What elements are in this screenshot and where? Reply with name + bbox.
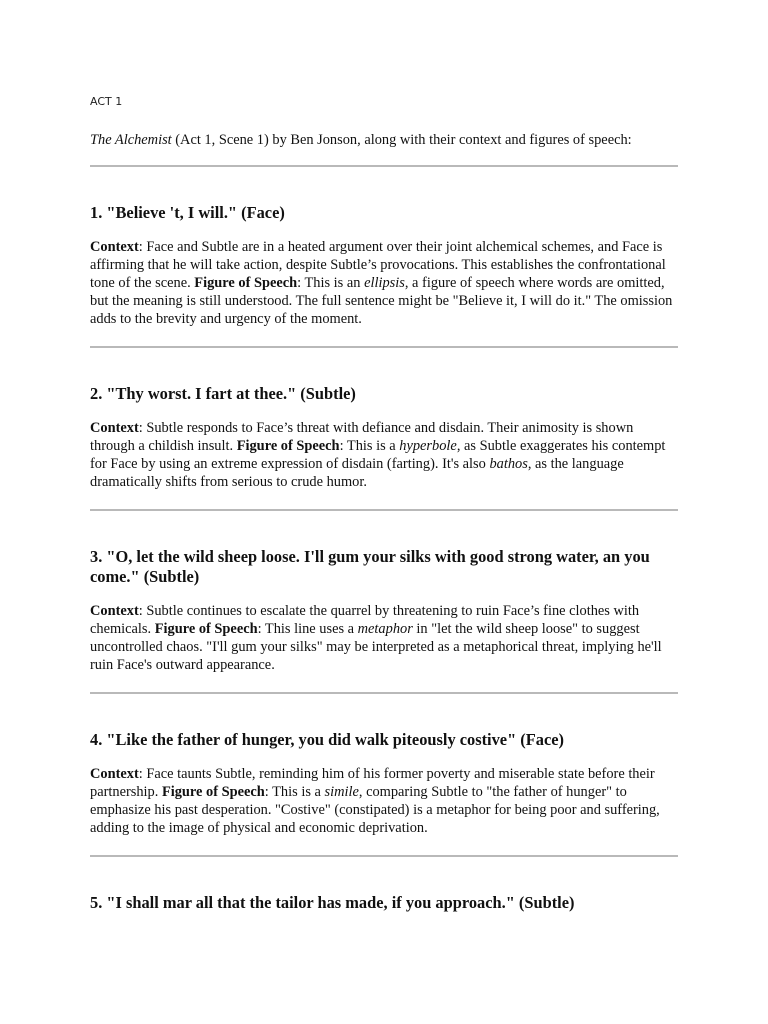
figure-text: : This line uses a [257, 621, 358, 638]
figure-term: hyperbole [399, 438, 457, 455]
section-divider [90, 165, 678, 167]
figure-term: ellipsis [364, 275, 405, 292]
intro-line [90, 131, 680, 149]
quote-explanation [90, 238, 680, 328]
context-label: Context [90, 239, 139, 255]
figure-term: bathos [489, 456, 528, 473]
figure-label: Figure of Speech [154, 621, 258, 638]
quote-heading: 4. "Like the father of hunger, you did walk piteously costive" (Face) [90, 730, 564, 749]
quote-explanation [90, 765, 680, 837]
figure-text: : This is a [339, 438, 400, 455]
section-divider [90, 692, 678, 694]
quote-explanation [90, 602, 680, 674]
quote-section-5 [90, 893, 680, 928]
figure-text: , comparing Subtle to "the father of hunger" to emphasize his past desperation. "Costive" (constipated) is a metaphor for being poor and suffering, adding to the image of physical and economic deprivation. [90, 784, 660, 837]
figure-text: : This is an [297, 275, 365, 292]
quote-heading: 2. "Thy worst. I fart at thee." (Subtle) [90, 384, 356, 403]
intro-text: (Act 1, Scene 1) by Ben Jonson, along with their context and figures of speech: [171, 132, 632, 148]
context-text: : Subtle continues to escalate the quarrel by threatening to ruin Face’s fine clothes with chemicals. [90, 603, 640, 638]
quote-section-3 [90, 547, 680, 674]
figure-text: : This is a [264, 784, 325, 801]
figure-text: in "let the wild sheep loose" to suggest uncontrolled chaos. "I'll gum your silks" may be interpreted as a metaphorical threat, implying he'll ruin Face's outward appearance. [90, 621, 662, 674]
figure-label: Figure of Speech [236, 438, 340, 455]
context-label: Context [90, 603, 139, 619]
context-text: : Face taunts Subtle, reminding him of his former poverty and miserable state before their partnership. [90, 766, 655, 801]
figure-text: , a figure of speech where words are omitted, but the meaning is still understood. The full sentence might be "Believe it, I will do it." The omission adds to the brevity and urgency of the moment. [90, 275, 673, 328]
context-label: Context [90, 420, 139, 436]
quote-heading: 3. "O, let the wild sheep loose. I'll gum your silks with good strong water, an you come." (Subtle) [90, 547, 650, 586]
context-label: Context [90, 766, 139, 782]
figure-label: Figure of Speech [161, 784, 265, 801]
quote-heading: 1. "Believe 't, I will." (Face) [90, 203, 285, 222]
quote-explanation [90, 419, 680, 491]
figure-term: metaphor [357, 621, 413, 638]
figure-term: simile [324, 784, 359, 801]
quote-section-1 [90, 203, 680, 328]
quote-section-2 [90, 384, 680, 491]
context-text: : Face and Subtle are in a heated argument over their joint alchemical schemes, and Face is affirming that he will take action, despite Subtle’s provocations. This establishes the confrontational tone of the scene. [90, 239, 666, 292]
section-divider [90, 855, 678, 857]
quote-heading: 5. "I shall mar all that the tailor has made, if you approach." (Subtle) [90, 893, 575, 912]
figure-text: , as Subtle exaggerates his contempt for Face by using an extreme expression of disdain (farting). It's also [90, 438, 666, 473]
play-title: The Alchemist [90, 132, 172, 148]
context-text: : Subtle responds to Face’s threat with defiance and disdain. Their animosity is shown through a childish insult. [90, 420, 634, 455]
section-divider [90, 346, 678, 348]
quote-section-4 [90, 730, 680, 837]
section-divider [90, 509, 678, 511]
act-label: ACT 1 [90, 95, 123, 108]
figure-text: , as the language dramatically shifts from serious to crude humor. [90, 456, 624, 491]
figure-label: Figure of Speech [194, 275, 298, 292]
